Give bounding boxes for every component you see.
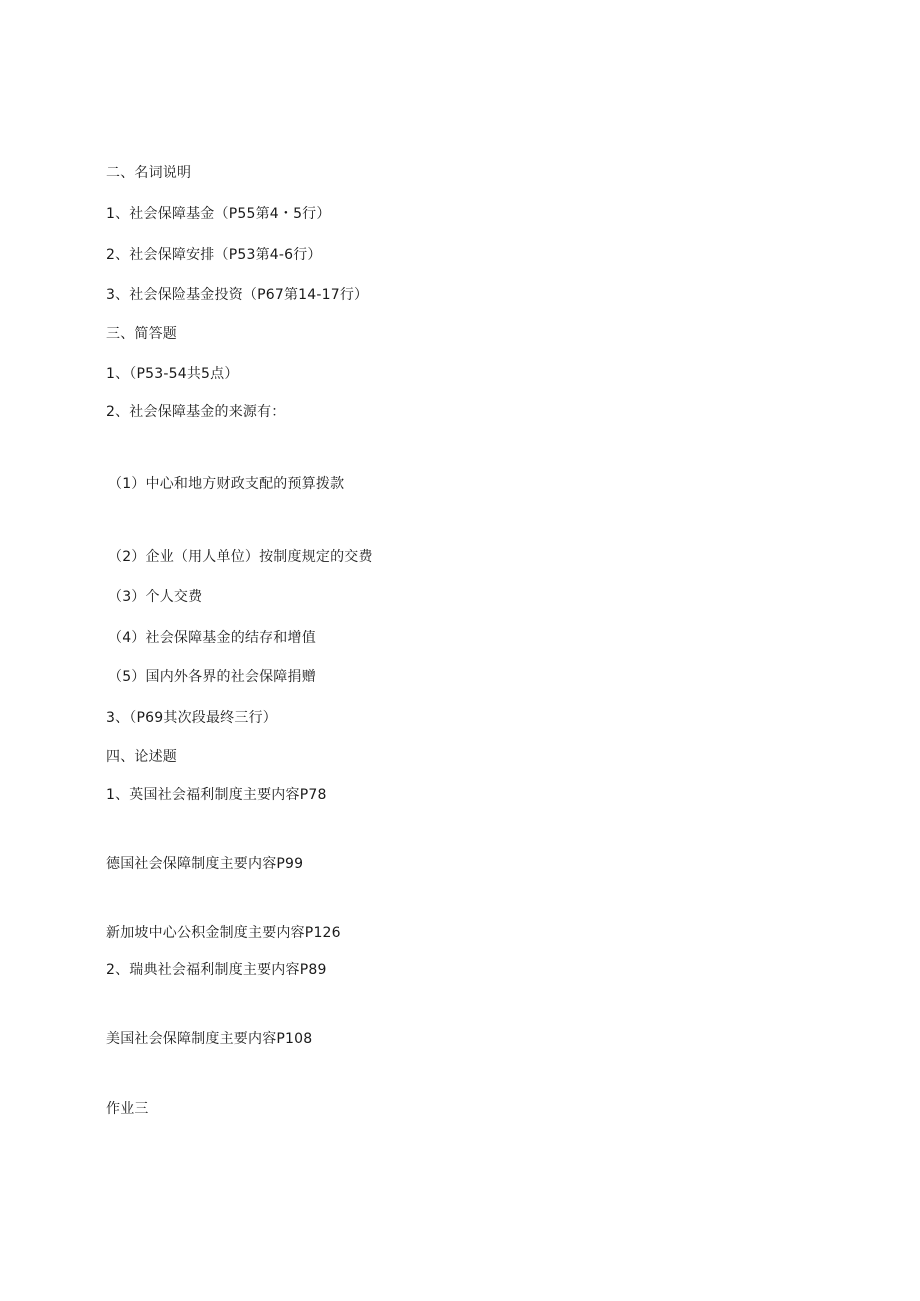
text-line: 3、社会保险基金投资（P67第14-17行）	[106, 287, 369, 303]
section-heading-short-answer: 三、简答题	[106, 326, 177, 342]
text-line: 1、（P53-54共5点）	[106, 366, 239, 382]
text-line: 2、社会保障安排（P53第4-6行）	[106, 247, 322, 263]
list-item: （2）企业（用人单位）按制度规定的交费	[108, 549, 373, 565]
text-line: 2、瑞典社会福利制度主要内容P89	[106, 962, 327, 978]
section-heading-terms: 二、名词说明	[106, 165, 192, 181]
text-line: 德国社会保障制度主要内容P99	[106, 856, 304, 872]
text-line: 美国社会保障制度主要内容P108	[106, 1031, 313, 1047]
text-line: 新加坡中心公积金制度主要内容P126	[106, 925, 341, 941]
text-line: 2、社会保障基金的来源有：	[106, 404, 286, 420]
list-item: （1）中心和地方财政支配的预算拨款	[108, 476, 345, 492]
section-heading-essay: 四、论述题	[106, 749, 177, 765]
text-line: 1、社会保障基金（P55第4・5行）	[106, 206, 331, 222]
text-line: 1、英国社会福利制度主要内容P78	[106, 787, 327, 803]
list-item: （3）个人交费	[108, 589, 203, 605]
text-line: 3、（P69其次段最终三行）	[106, 710, 277, 726]
list-item: （5）国内外各界的社会保障捐赠	[108, 669, 316, 685]
section-heading-homework-three: 作业三	[106, 1101, 149, 1117]
list-item: （4）社会保障基金的结存和增值	[108, 630, 316, 646]
